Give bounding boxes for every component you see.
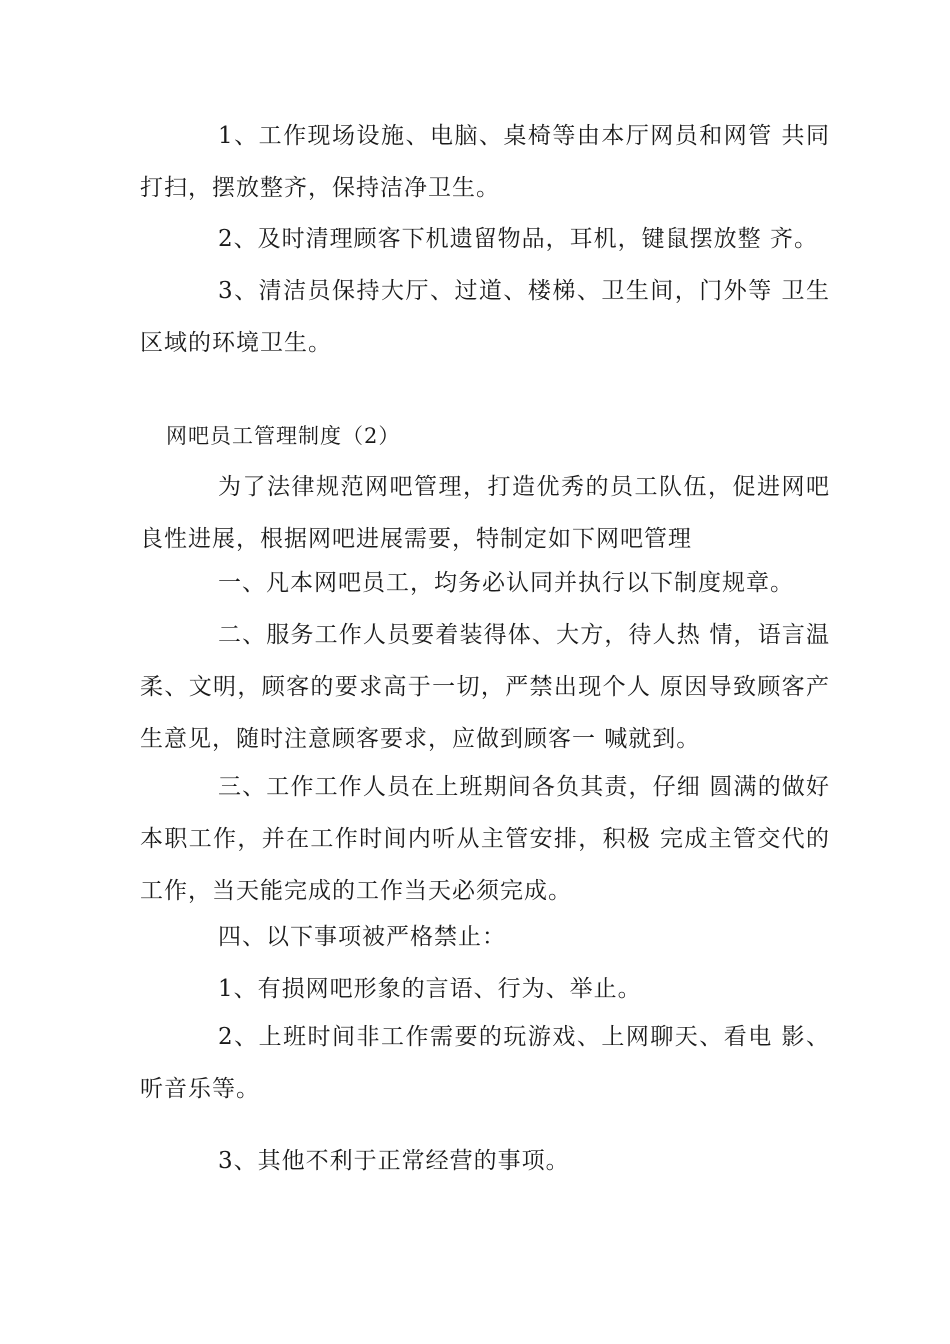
rule-4: 四、以下事项被严格禁止： bbox=[218, 924, 506, 950]
rule-2: 二、服务工作人员要着装得体、大方，待人热 情，语言温柔、文明，顾客的要求高于一切，严禁出现个人 原因导致顾客产生意见，随时注意顾客要求，应做到顾客一 喊就到。 bbox=[140, 622, 830, 752]
intro-paragraph: 为了法律规范网吧管理，打造优秀的员工队伍，促进网吧良性进展，根据网吧进展需要，特制定如下网吧管理 bbox=[140, 474, 830, 552]
rule-1: 一、凡本网吧员工，均务必认同并执行以下制度规章。 bbox=[218, 570, 794, 596]
cleaning-item-3: 3、清洁员保持大厅、过道、楼梯、卫生间，门外等 卫生区域的环境卫生。 bbox=[140, 278, 830, 356]
prohibited-item-3: 3、其他不利于正常经营的事项。 bbox=[218, 1148, 570, 1174]
prohibited-item-1: 1、有损网吧形象的言语、行为、举止。 bbox=[218, 976, 642, 1002]
cleaning-item-2: 2、及时清理顾客下机遗留物品，耳机，键鼠摆放整 齐。 bbox=[218, 226, 818, 252]
rule-3: 三、工作工作人员在上班期间各负其责，仔细 圆满的做好本职工作，并在工作时间内听从主管安排，积极 完成主管交代的工作，当天能完成的工作当天必须完成。 bbox=[140, 774, 830, 904]
section-title: 网吧员工管理制度（2） bbox=[166, 424, 401, 448]
prohibited-item-2: 2、上班时间非工作需要的玩游戏、上网聊天、看电 影、听音乐等。 bbox=[140, 1024, 830, 1102]
cleaning-item-1: 1、工作现场设施、电脑、桌椅等由本厅网员和网管 共同打扫，摆放整齐，保持洁净卫生。 bbox=[140, 123, 830, 201]
